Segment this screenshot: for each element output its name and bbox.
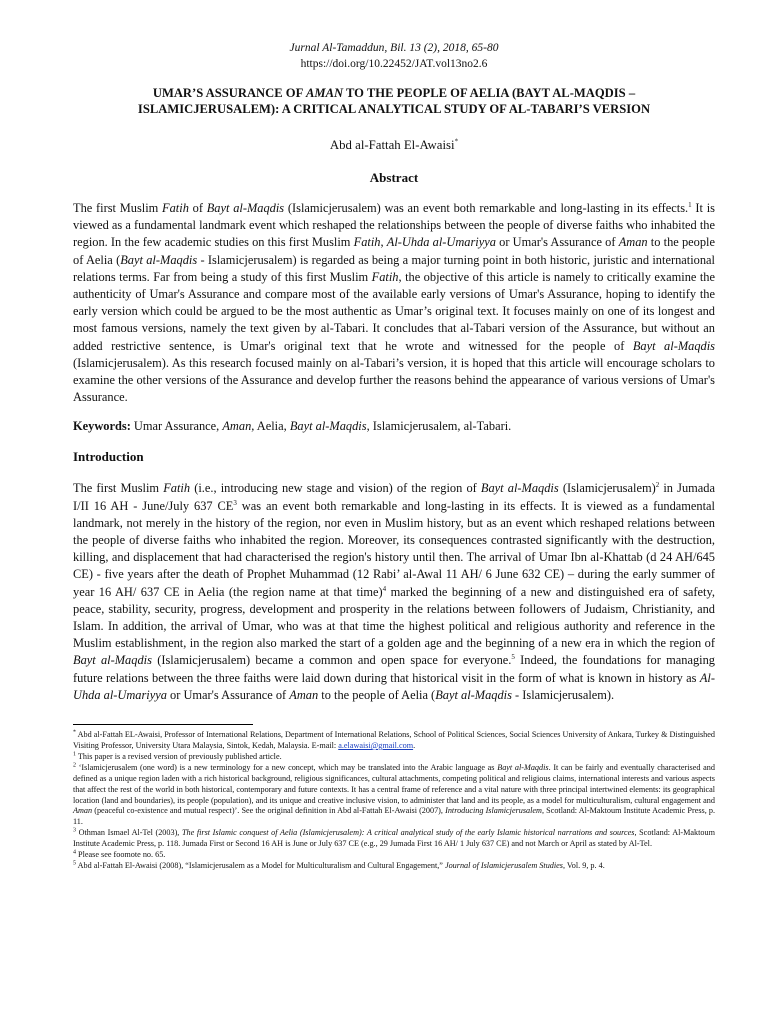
author-line (73, 137, 715, 153)
email-link[interactable]: a.elawaisi@gmail.com (338, 740, 414, 750)
footnote-4: $^4$ Please see foomote no. 65. (73, 849, 166, 860)
article-title (73, 85, 715, 117)
footnote-2: $^2$ ‘Islamicjerusalem (one word) is a new terminology for a new concept, which may be translated into the Arabic language as Bayt al-Maqdis. It can be fairly and eventually characterised and defined as a unique region laden with a rich historical background, religious significances, cultural attachments, competing political and religious claims, international interests and various aspects that affect the rest of the world in both historical, contemporary and future contexts. It has a central frame of reference and a vital nature with three principal intertwined elements: its geographical location (land and boundaries), its people (population), and its unique and creative inclusive vision, to administer that land and its people, as a model for multiculturalism, cultural engagement and Aman (peaceful co-existence and mutual respect)’. See the original definition in Abd al-Fattah El-Awaisi (2007), Introducing Islamicjerusalem, Scotland: Al-Maktoum Institute Academic Press, p. 11. (73, 762, 716, 827)
keywords-label: Keywords: (73, 419, 131, 434)
doi-link[interactable]: https://doi.org/10.22452/JAT.vol13no2.6 (300, 58, 488, 70)
abstract-text: The first Muslim Fatih of Bayt al-Maqdis (Islamicjerusalem) was an event both remarkable and long-lasting in its effects.$^1$ It is viewed as a fundamental landmark event which reshaped the relationships between the people of diverse faiths who inhabited the region. In the few academic studies on this first Muslim Fatih, Al-Uhda al-Umariyya or Umar's Assurance of Aman to the people of Aelia (Bayt al-Maqdis - Islamicjerusalem) is regarded as being a major turning point in both historic, juristic and international relations terms. Far from being a study of this first Muslim Fatih, the objective of this article is namely to critically examine the authenticity of Umar's Assurance and compare most of the available early versions of Umar's Assurance, hoping to identify the early version which could be argued to be the most authentic as Umar’s original text. It focuses mainly on one of its longest and most famous versions, namely the text given by al-Tabari. It concludes that al-Tabari version of the Assurance, but without an added restrictive sentence, is Umar's original text that he wrote and witnessed for the people of Bayt al-Maqdis (Islamicjerusalem). As this research focused mainly on al-Tabari’s version, it is hoped that this article will encourage scholars to examine the other versions of the Assurance and develop further the reasons behind the appearance of various versions of Umar's Assurance. (73, 200, 716, 405)
footnote-ref[interactable]: 4 (382, 584, 387, 593)
title-text: TO THE PEOPLE OF AELIA (BAYT AL-MAQDIS – (343, 86, 636, 100)
footnote-divider (73, 724, 253, 725)
introduction-heading: Introduction (73, 449, 144, 465)
author-name: Abd al-Fattah El-Awaisi (329, 138, 455, 152)
introduction-text: The first Muslim Fatih (i.e., introducing new stage and vision) of the region of Bayt al-Maqdis (Islamicjerusalem)$^2$ in Jumada I/II 16 AH - June/July 637 $CE^3$ was an event both remarkable and long-lasting in its effects. It is viewed as a fundamental landmark, not merely in the history of the region, nor even in Muslim history, but as an event which reshaped relations between the people of diverse faiths who inhabited the region. Moreover, its consequences contrasted significantly with the destruction, killing, and displacement that had characterised the region's history until then. The arrival of Umar Ibn al-Khattab (d 24 AH/645 CE) - five years after the death of Prophet Muhammad (12 Rabi’ al-Awal 11 AH/ 6 June 632 CE) – during the early summer of year 16 AH/ 637 CE in Aelia (the region name at that time)$^4$ marked the beginning of a new and distinguished era of safety, peace, stability, security, progress, development and prosperity in the relations between followers of Judaism, Christianity, and Islam. In addition, the arrival of Umar, who was at that time the highest political and religious authority and reference in the Muslim establishment, in the region also marked the start of a golden age and the beginning of a new era in which the region of Bayt al-Maqdis (Islamicjerusalem) became a common and open space for everyone.$^5$ Indeed, the foundations for managing future relations between the three faiths were laid down during that historical visit in the form of what is known in history as Al-Uhda al-Umariyya or Umar's Assurance of Aman to the people of Aelia (Bayt al-Maqdis - Islamicjerusalem). (73, 481, 716, 702)
title-italic: AMAN (305, 86, 344, 100)
author-footnote-mark[interactable]: * (454, 137, 459, 146)
footnote-author: * Abd al-Fattah EL-Awaisi, Professor of International Relations, Department of International Relations, School of Political Sciences, Social Sciences University of Ankara, Turkey & Distinguished Visiting Professor, University Utara Malaysia, Sintok, Kedah, Malaysia. E-mail: a.elawaisi@gmail.com. (73, 729, 715, 750)
footnotes (73, 730, 715, 872)
footnote-3: $^3$ Othman Ismael Al-Tel (2003), The first Islamic conquest of Aelia (Islamicjerusalem): A critical analytical study of the early Islamic historical narrations and sources, Scotland: Al-Maktoum Institute Academic Press, p. 118. Jumada First or Second 16 AH is June or July 637 CE (e.g., 29 Jumada First 16 AH/ 1 July 637 CE) and not March or April as stated by Al-Tel. (73, 827, 715, 849)
title-text: UMAR’S ASSURANCE OF (152, 86, 306, 100)
keywords-line: Keywords: Umar Assurance, Aman, Aelia, Bayt al-Maqdis, Islamicjerusalem, al-Tabari. (73, 419, 512, 434)
footnote-5: $^5$ Abd al-Fattah El-Awaisi (2008), “Islamicjerusalem as a Model for Multiculturalism and Cultural Engagement,” Journal of Islamicjerusalem Studies, Vol. 9, p. 4. (73, 860, 605, 870)
journal-citation: Jurnal Al-Tamaddun, Bil. 13 (2), 2018, 65-80 (289, 42, 499, 54)
title-text: ISLAMICJERUSALEM): A CRITICAL ANALYTICAL STUDY OF AL-TABARI’S VERSION (137, 102, 651, 116)
journal-header (73, 40, 715, 72)
footnote-ref[interactable]: 2 (655, 481, 660, 490)
article-page (73, 40, 715, 872)
footnote-ref[interactable]: 5 (511, 653, 515, 662)
footnote-ref[interactable]: 3 (233, 498, 237, 507)
abstract-heading: Abstract (369, 170, 419, 185)
footnote-1: $^1$ This paper is a revised version of previously published article. (73, 751, 282, 761)
footnote-ref[interactable]: 1 (688, 200, 692, 209)
